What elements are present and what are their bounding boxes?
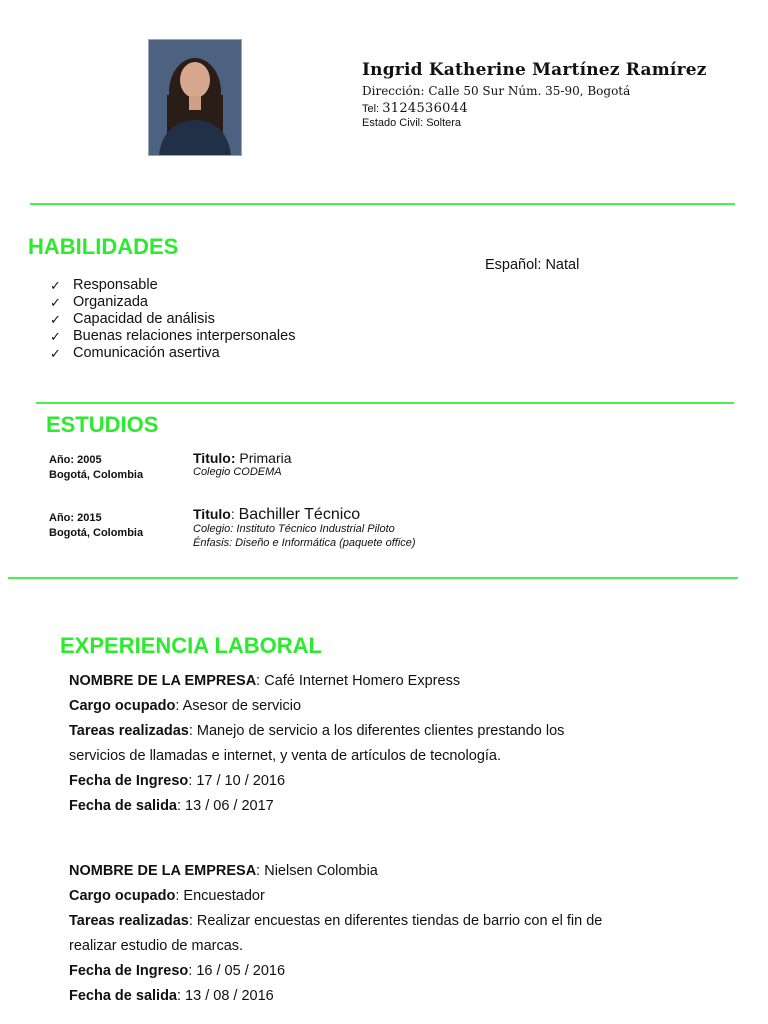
job-company	[69, 669, 564, 694]
list-item	[50, 328, 295, 345]
job-company-value: : Nielsen Colombia	[256, 863, 378, 879]
job-tasks-continued: realizar estudio de marcas.	[69, 938, 244, 954]
education-entry-2-detail	[193, 507, 416, 550]
education-year: Año: 2015	[49, 512, 102, 524]
job-end-label: Fecha de salida	[69, 798, 177, 814]
candidate-name: Ingrid Katherine Martínez Ramírez	[362, 60, 707, 80]
job-end-value: : 13 / 06 / 2017	[177, 798, 274, 814]
list-item	[50, 311, 295, 328]
section-heading-skills: HABILIDADES	[28, 234, 179, 259]
education-place: Bogotá, Colombia	[49, 527, 144, 539]
education-year: Año: 2005	[49, 454, 102, 466]
phone-number: 3124536044	[382, 101, 468, 116]
job-end-value: : 13 / 08 / 2016	[177, 988, 274, 1004]
education-institution: Colegio: Instituto Técnico Industrial Piloto	[193, 523, 395, 535]
check-icon: ✓	[50, 329, 61, 344]
job-start-value: : 17 / 10 / 2016	[188, 773, 286, 789]
education-title	[193, 451, 292, 465]
job-end-date	[69, 794, 564, 819]
skill-label: Buenas relaciones interpersonales	[73, 328, 296, 344]
education-title-value: Bachiller Técnico	[238, 506, 361, 523]
divider	[30, 203, 735, 205]
job-tasks-label: Tareas realizadas	[69, 913, 189, 929]
job-role	[69, 694, 564, 719]
list-item	[50, 277, 295, 294]
address: Dirección: Calle 50 Sur Núm. 35-90, Bogotá	[362, 84, 631, 98]
job-start-label: Fecha de Ingreso	[69, 963, 189, 979]
job-role-label: Cargo ocupado	[69, 888, 176, 904]
job-company-label: NOMBRE DE LA EMPRESA	[69, 863, 257, 879]
divider	[36, 402, 734, 404]
list-item	[50, 345, 295, 362]
education-place: Bogotá, Colombia	[49, 469, 144, 481]
job-start-date	[69, 769, 564, 794]
check-icon: ✓	[50, 295, 61, 310]
job-end-date	[69, 984, 602, 1009]
job-start-value: : 16 / 05 / 2016	[188, 963, 286, 979]
education-institution: Colegio CODEMA	[193, 466, 282, 478]
skill-label: Organizada	[73, 294, 148, 310]
list-item	[50, 294, 295, 311]
skills-list	[50, 277, 295, 362]
job-role	[69, 884, 602, 909]
education-title-separator: :	[230, 506, 239, 522]
section-heading-education: ESTUDIOS	[46, 412, 159, 437]
skill-label: Capacidad de análisis	[73, 311, 215, 327]
job-role-label: Cargo ocupado	[69, 698, 176, 714]
job-entry-1	[69, 669, 564, 819]
phone	[362, 101, 468, 116]
education-title-value: Primaria	[235, 450, 292, 466]
job-company-value: : Café Internet Homero Express	[256, 673, 461, 689]
education-title-label: Titulo:	[193, 450, 236, 466]
job-tasks-label: Tareas realizadas	[69, 723, 189, 739]
job-end-label: Fecha de salida	[69, 988, 177, 1004]
job-tasks-value: : Manejo de servicio a los diferentes clientes prestando los	[188, 723, 565, 739]
profile-photo	[148, 39, 242, 156]
job-tasks	[69, 719, 564, 744]
job-entry-2	[69, 859, 602, 1009]
job-company-label: NOMBRE DE LA EMPRESA	[69, 673, 257, 689]
divider	[8, 577, 738, 579]
civil-status: Estado Civil: Soltera	[362, 117, 462, 129]
job-start-date	[69, 959, 602, 984]
education-entry-1-meta	[49, 453, 143, 483]
check-icon: ✓	[50, 278, 61, 293]
job-company	[69, 859, 602, 884]
education-title	[193, 507, 416, 522]
check-icon: ✓	[50, 346, 61, 361]
education-emphasis: Énfasis: Diseño e Informática (paquete office)	[193, 537, 416, 549]
job-role-value: : Asesor de servicio	[175, 698, 302, 714]
education-entry-1-detail	[193, 451, 292, 479]
phone-label: Tel:	[362, 103, 383, 115]
job-tasks-value: : Realizar encuestas en diferentes tiendas de barrio con el fin de	[188, 913, 603, 929]
section-heading-experience: EXPERIENCIA LABORAL	[60, 633, 322, 658]
check-icon: ✓	[50, 312, 61, 327]
education-title-label: Titulo	[193, 506, 231, 522]
job-tasks	[69, 909, 602, 934]
job-start-label: Fecha de Ingreso	[69, 773, 189, 789]
skill-label: Responsable	[73, 277, 158, 293]
skill-label: Comunicación asertiva	[73, 345, 220, 361]
job-role-value: : Encuestador	[175, 888, 265, 904]
job-tasks-continued: servicios de llamadas e internet, y venta de artículos de tecnología.	[69, 748, 502, 764]
education-entry-2-meta	[49, 511, 143, 541]
language: Español: Natal	[485, 257, 580, 273]
